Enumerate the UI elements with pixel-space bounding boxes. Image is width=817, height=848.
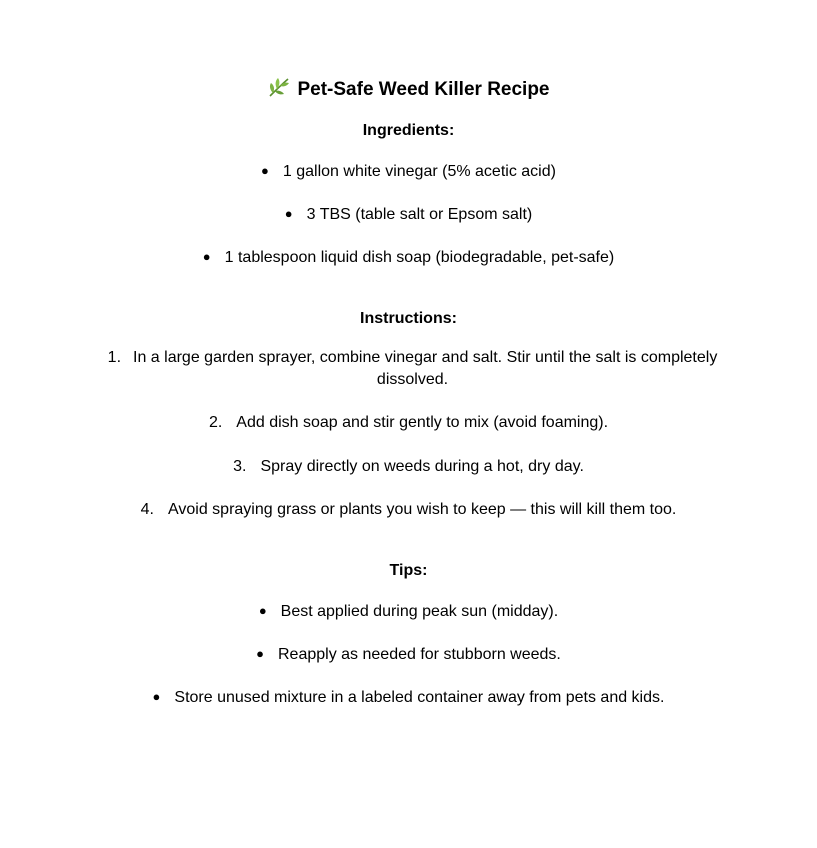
tip-item	[0, 600, 817, 623]
ingredient-item	[0, 160, 817, 183]
herb-leaf-icon	[267, 76, 291, 98]
tip-text: Store unused mixture in a labeled container away from pets and kids.	[174, 689, 665, 706]
tip-item	[0, 686, 817, 709]
ingredient-item	[0, 246, 817, 269]
tip-text: Best applied during peak sun (midday).	[280, 603, 559, 620]
instruction-step	[0, 412, 817, 434]
tip-text: Reapply as needed for stubborn weeds.	[278, 646, 561, 663]
step-text: Add dish soap and stir gently to mix (avoid foaming).	[236, 414, 609, 431]
ingredient-text: 3 TBS (table salt or Epsom salt)	[306, 206, 533, 223]
bullet-icon: ●	[258, 603, 267, 618]
step-number: 3.	[233, 458, 247, 475]
bullet-icon: ●	[261, 163, 269, 178]
step-number: 1.	[107, 349, 122, 366]
tip-item	[0, 643, 817, 666]
bullet-icon: ●	[152, 689, 161, 704]
step-text: Spray directly on weeds during a hot, dry day.	[260, 458, 584, 475]
step-text: Avoid spraying grass or plants you wish to keep — this will kill them too.	[167, 501, 677, 518]
ingredient-item	[0, 203, 817, 226]
document-title	[0, 76, 817, 103]
instructions-heading: Instructions:	[360, 310, 457, 327]
bullet-icon: ●	[284, 206, 293, 221]
step-number: 2.	[208, 414, 223, 431]
instruction-step	[0, 456, 817, 478]
ingredient-text: 1 gallon white vinegar (5% acetic acid)	[282, 163, 556, 180]
document-title-text: Pet-Safe Weed Killer Recipe	[297, 79, 550, 100]
step-text: In a large garden sprayer, combine vinegar and salt. Stir until the salt is completely dissolved.	[133, 349, 718, 388]
bullet-icon: ●	[256, 646, 264, 661]
bullet-icon: ●	[202, 249, 211, 264]
step-number: 4.	[140, 501, 154, 518]
ingredient-text: 1 tablespoon liquid dish soap (biodegradable, pet-safe)	[224, 249, 615, 266]
tips-heading: Tips:	[389, 562, 428, 579]
instruction-step	[0, 499, 817, 521]
ingredients-heading: Ingredients:	[362, 122, 455, 139]
instruction-step	[90, 347, 735, 391]
